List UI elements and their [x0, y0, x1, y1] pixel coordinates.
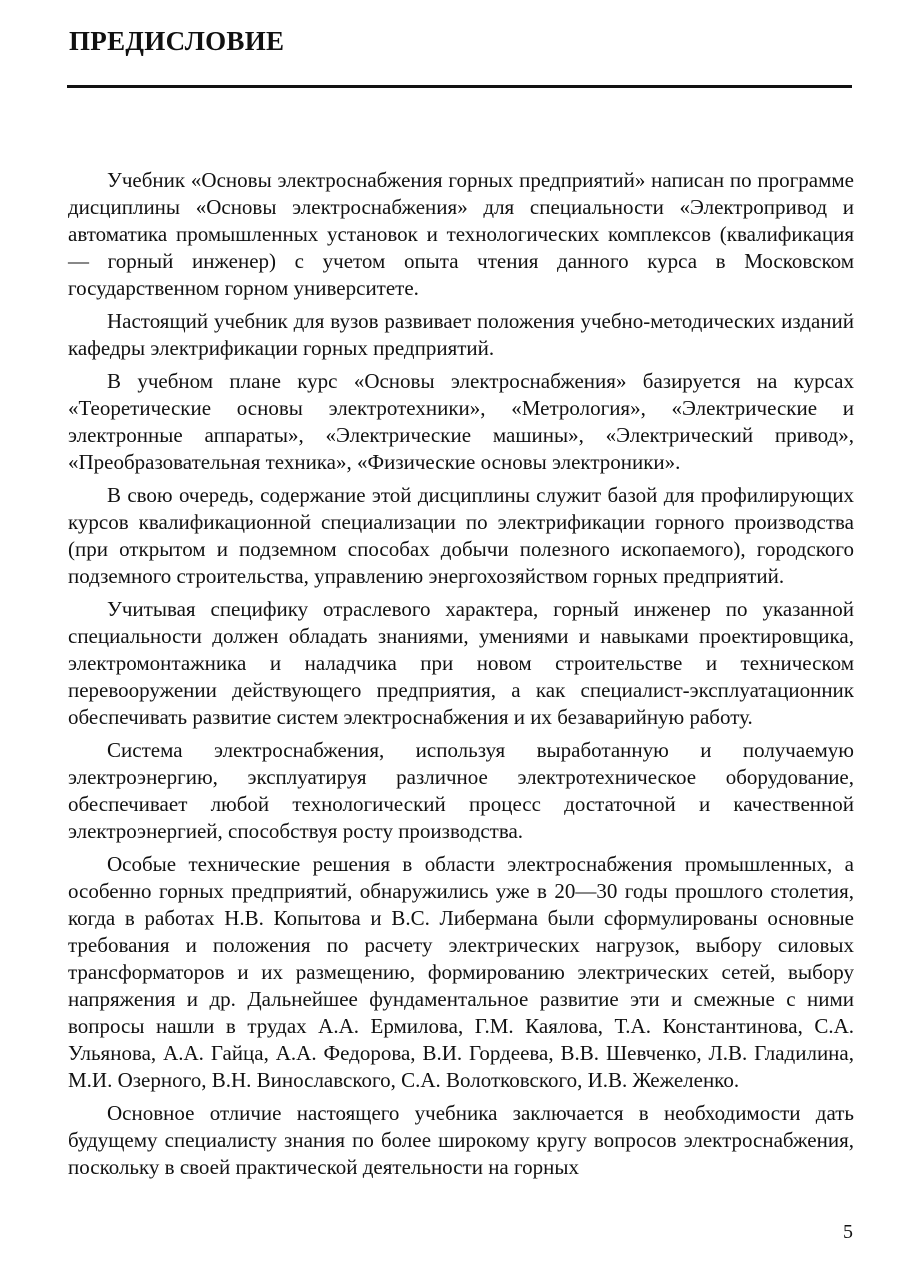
body-text	[68, 167, 854, 1187]
paragraph: Учебник «Основы электроснабжения горных предприятий» написан по программе дисциплины «Основы электроснабжения» для специальности «Электропривод и автоматика промышленных установок и технологических комплексов (квалификация — горный инженер) с учетом опыта чтения данного курса в Московском государственном горном университете.	[68, 168, 854, 300]
paragraph: Настоящий учебник для вузов развивает положения учебно-методических изданий кафедры электрификации горных предприятий.	[68, 309, 854, 360]
title-divider	[67, 85, 852, 88]
page-title: ПРЕДИСЛОВИЕ	[69, 26, 285, 56]
page-number: 5	[843, 1221, 853, 1243]
paragraph: В учебном плане курс «Основы электроснабжения» базируется на курсах «Теоретические основы электротехники», «Метрология», «Электрические и электронные аппараты», «Электрические машины», «Электрический привод», «Преобразовательная техника», «Физические основы электроники».	[68, 369, 854, 474]
paragraph: Система электроснабжения, используя выработанную и получаемую электроэнергию, эксплуатируя различное электротехническое оборудование, обеспечивает любой технологический процесс достаточной и качественной электроэнергией, способствуя росту производства.	[68, 738, 854, 843]
paragraph: Особые технические решения в области электроснабжения промышленных, а особенно горных предприятий, обнаружились уже в 20—30 годы прошлого столетия, когда в работах Н.В. Копытова и В.С. Либермана были сформулированы основные требования и положения по расчету электрических нагрузок, выбору силовых трансформаторов и их размещению, формированию электрических сетей, выбору напряжения и др. Дальнейшее фундаментальное развитие эти и смежные с ними вопросы нашли в трудах А.А. Ермилова, Г.М. Каялова, Т.А. Константинова, С.А. Ульянова, А.А. Гайца, А.А. Федорова, В.И. Гордеева, В.В. Шевченко, Л.В. Гладилина, М.И. Озерного, В.Н. Винославского, С.А. Волотковского, И.В. Жежеленко.	[68, 852, 854, 1092]
paragraph: Основное отличие настоящего учебника заключается в необходимости дать будущему специалисту знания по более широкому кругу вопросов электроснабжения, поскольку в своей практической деятельности на горных	[68, 1101, 854, 1179]
paragraph: Учитывая специфику отраслевого характера, горный инженер по указанной специальности должен обладать знаниями, умениями и навыками проектировщика, электромонтажника и наладчика при новом строительстве и техническом перевооружении действующего предприятия, а как специалист-эксплуатационник обеспечивать развитие систем электроснабжения и их безаварийную работу.	[68, 597, 854, 729]
paragraph: В свою очередь, содержание этой дисциплины служит базой для профилирующих курсов квалификационной специализации по электрификации горного производства (при открытом и подземном способах добычи полезного ископаемого), городского подземного строительства, управлению энергохозяйством горных предприятий.	[68, 483, 854, 588]
